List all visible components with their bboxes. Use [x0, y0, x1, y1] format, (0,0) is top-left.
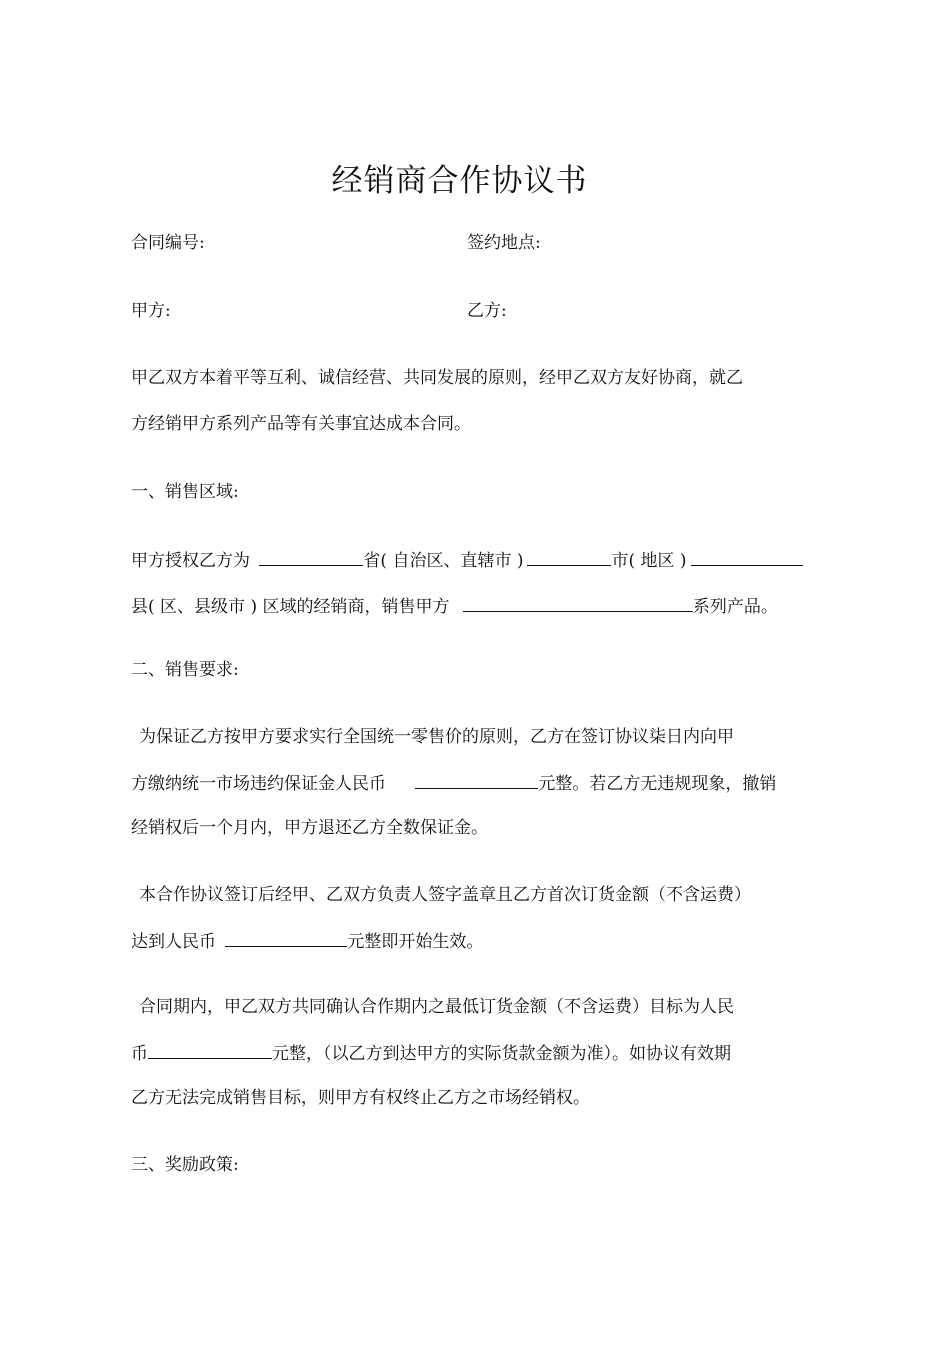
intro-line-1: 甲乙双方本着平等互利、诚信经营、共同发展的原则，经甲乙双方友好协商，就乙 [131, 368, 743, 388]
text: 县( 区、县级市 ) 区域的经销商，销售甲方 [131, 597, 450, 617]
text: 系列产品。 [692, 597, 778, 617]
intro-line-2: 方经销甲方系列产品等有关事宜达成本合同。 [131, 414, 471, 434]
section-1-heading: 一、销售区域: [131, 482, 239, 502]
province-blank [259, 548, 363, 566]
requirement-p3-line-2 [131, 1041, 731, 1065]
text: 元整。若乙方无违规现象，撤销 [538, 774, 777, 794]
minimum-order-blank [148, 1041, 272, 1059]
requirement-p2-line-2 [131, 929, 483, 953]
section-2-heading: 二、销售要求: [131, 660, 239, 680]
section-3-heading: 三、奖励政策: [131, 1155, 239, 1175]
requirement-p2-line-1: 本合作协议签订后经甲、乙双方负责人签字盖章且乙方首次订货金额（不含运费） [139, 885, 751, 905]
city-blank [527, 548, 611, 566]
text: 省( 自治区、直辖市 ) [363, 551, 524, 571]
text: 市( 地区 ) [611, 551, 687, 571]
requirement-p1-line-3: 经销权后一个月内，甲方退还乙方全数保证金。 [131, 818, 488, 838]
text: 方缴纳统一市场违约保证金人民币 [131, 774, 386, 794]
county-blank [691, 548, 803, 566]
first-order-blank [225, 929, 347, 947]
requirement-p1-line-2 [131, 771, 776, 795]
text: 甲方授权乙方为 [131, 551, 250, 571]
party-b-label: 乙方: [467, 301, 507, 321]
signing-place-label: 签约地点: [467, 233, 541, 253]
requirement-p1-line-1: 为保证乙方按甲方要求实行全国统一零售价的原则，乙方在签订协议柒日内向甲 [139, 727, 734, 747]
text: 元整即开始生效。 [347, 932, 484, 952]
text: 元整，（以乙方到达甲方的实际货款金额为准）。如协议有效期 [272, 1044, 731, 1064]
text: 币 [131, 1044, 148, 1064]
text: 达到人民币 [131, 932, 216, 952]
product-blank [463, 594, 693, 612]
deposit-blank [415, 771, 538, 789]
contract-number-label: 合同编号: [131, 233, 205, 253]
sales-region-line-1 [131, 548, 803, 572]
document-title: 经销商合作协议书 [331, 163, 588, 199]
requirement-p3-line-3: 乙方无法完成销售目标，则甲方有权终止乙方之市场经销权。 [131, 1088, 590, 1108]
requirement-p3-line-1: 合同期内，甲乙双方共同确认合作期内之最低订货金额（不含运费）目标为人民 [139, 997, 734, 1017]
sales-region-line-2 [131, 594, 778, 618]
party-a-label: 甲方: [131, 301, 171, 321]
